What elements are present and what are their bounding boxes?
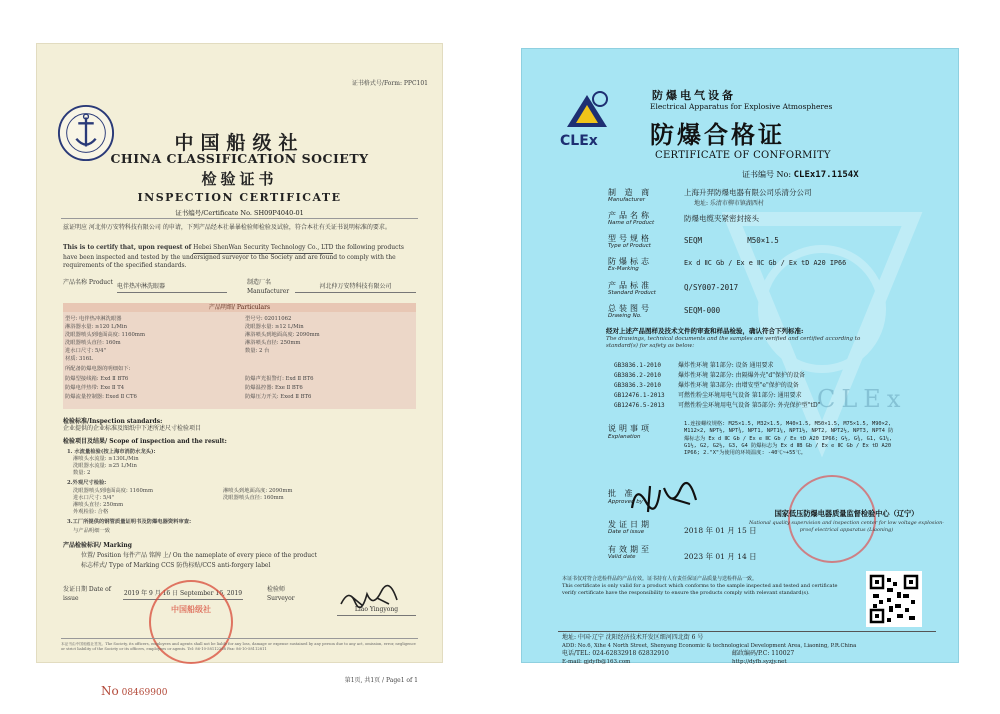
particulars-table — [63, 312, 416, 409]
postal-code: 邮政编码/P.C: 110027 — [732, 650, 795, 657]
issue-date-value: 2018 年 01 月 15 日 — [684, 526, 757, 535]
institute-name-cn: 国家低压防爆电器质量监督检验中心（辽宁） — [774, 509, 919, 518]
surveyor-signature-icon — [337, 584, 407, 612]
approved-label-en: Approved by — [608, 499, 643, 505]
certificate-number — [742, 169, 859, 180]
approver-signature-icon — [626, 478, 702, 516]
validity-note-en: This certificate is only valid for a product which conforms to the sample inspected and tested and certificate verify certificate have the responsibility to ensure the products comply with relevant standard(s). — [562, 582, 838, 596]
conformity-statement-cn: 经对上述产品图样及技术文件的审查和样品检验，确认符合下列标准: — [606, 327, 804, 335]
standards-text: 企业提供的企业标准及图纸中下述所述尺寸检验项目 — [63, 425, 202, 432]
applicant-name: Hebei ShenWan Security Technology Co., LTD — [193, 244, 333, 254]
certificate-title-en: CERTIFICATE OF CONFORMITY — [655, 150, 831, 161]
manufacturer-label: 制造厂名 Manufacturer — [247, 279, 290, 295]
intro-en-lead: This is to certify that, upon request of — [63, 244, 192, 251]
particular-item: 型号号: 02011062 — [245, 316, 292, 322]
standard-row — [614, 360, 774, 369]
watermark-letters: CLEx — [817, 385, 907, 413]
scope-line: 淋喷头到地面高度: 2090mm — [223, 488, 293, 494]
field-label: 产品标准 — [608, 281, 652, 290]
certificate-number: 证书编号/Certificate No. SH09P4040-01 — [175, 209, 304, 217]
manufacturer-value: 上海升羿防爆电器有限公司乐清分公司 — [684, 188, 812, 197]
validity-note — [562, 576, 852, 596]
society-name-en: CHINA CLASSIFICATION SOCIETY — [110, 151, 369, 166]
title-en: Electrical Apparatus for Explosive Atmospheres — [650, 102, 833, 111]
page-info: 第1页, 共1页 / Page1 of 1 — [344, 677, 418, 684]
intro-cn: 兹证明应 河北仲万安特科技有限公司 的申请，下列产品经本社暴暴检验师检验及试验，符合本社有关证书说明标准的要求。 — [63, 224, 391, 231]
particular-item: 防爆流量控制器: Exed Ⅱ CT6 — [65, 394, 137, 400]
issue-date-label: 发证日期 Date of issue — [63, 586, 111, 602]
title-cn: 防爆电气设备 — [652, 89, 736, 102]
standard-row — [614, 380, 799, 389]
scope-heading: 检验项目及结果/ Scope of inspection and the result: — [63, 438, 227, 445]
standard-code: GB12476.5-2013 — [614, 402, 665, 409]
marking-type: 标志样式/ Type of Marking CCS 防伪标贴/CCS anti-forgery label — [81, 562, 271, 569]
particular-item: 淋浴喷头直径: 250mm — [245, 340, 301, 346]
explanation-text: 1.连接螺纹规格: M25×1.5, M32×1.5, M40×1.5, M50×1.5, M75×1.5, M90×2, M112×2, NPT½, NPT¾, NPT1, NPT1¼, NPT1½, NPT2, NPT2½, NPT3, NPT4 防爆标志为 Ex d ⅡC Gb / Ex e ⅡC Gb / Ex tD A20 IP66; G½, G¾, G1, G1¼, G1½, G2, G2½, G3, G4 防爆标志为 Ex d ⅡB Gb / Ex e ⅡC Gb / Ex tD A20 IP66; 2."X"为使用的环境温度: -40℃~+55℃。 — [684, 421, 894, 457]
particulars-header: 产品明细/ Particulars — [63, 303, 416, 312]
intro-en — [63, 244, 416, 271]
field-label-en: Manufacturer — [608, 197, 645, 203]
standard-code: GB12476.1-2013 — [614, 392, 665, 399]
particular-item: 所配备防爆电器的明细如下: — [65, 366, 131, 372]
product-standard-value: Q/SY007-2017 — [684, 283, 739, 292]
standard-desc: 可燃性粉尘环境用电气设备 第1部分: 通用要求 — [678, 392, 802, 399]
divider — [61, 218, 418, 219]
field-label: 型号规格 — [608, 234, 652, 243]
particular-item: 材质: 316L — [65, 356, 93, 362]
surveyor-name: Liao Yingyong — [337, 606, 416, 616]
particular-item: 防爆电伴热带: Exe Ⅱ T4 — [65, 385, 125, 391]
seal-text: 中国船级社 — [171, 604, 211, 614]
issue-date-label: 发证日期 — [608, 520, 652, 529]
standard-row — [614, 370, 805, 379]
certificate-number-label: 证书编号 No: — [742, 170, 792, 179]
particular-item: 洗眼器喷头直径: 160m — [65, 340, 121, 346]
field-label-en: Drawing No. — [608, 313, 642, 319]
conformity-statement-en: The drawings, technical documents and the samples are verified and certified according to standard(s) for safety as below: — [606, 336, 861, 349]
product-label: 产品名称 Product — [63, 279, 113, 286]
scope-line: 1. 水流量检验(按上海市消防水龙头): — [67, 449, 156, 455]
field-label: 产品名称 — [608, 211, 652, 220]
standard-desc: 爆炸性环境 第1部分: 设备 通用要求 — [678, 362, 774, 369]
field-label-en: Name of Product — [608, 220, 655, 226]
marking-position: 位置/ Position 每件产品 铭牌 上/ On the nameplate of every piece of the product — [81, 552, 317, 559]
scope-line: 3.工厂所提供的钢管质量证明书及防爆电器资料审查: — [67, 519, 192, 525]
issue-date-label-en: Date of issue — [608, 529, 645, 535]
standard-code: GB3836.2-2010 — [614, 372, 661, 379]
product-name-value: 防爆电缆夹紧密封接头 — [684, 214, 759, 223]
address-cn: 地址: 中国·辽宁 沈阳经济技术开发区细河四北街 6 号 — [562, 634, 704, 641]
standard-row — [614, 400, 820, 409]
manufacturer-value: 河北仲万安特科技有限公司 — [295, 283, 416, 293]
qr-code-icon — [866, 571, 922, 627]
particular-item: 洗眼器水量: ≥12 L/Min — [245, 324, 304, 330]
institute-red-seal — [788, 475, 876, 563]
issue-date-value: 2019 年 9 月 16 日 September 16, 2019 — [123, 590, 243, 600]
marking-heading: 产品检验标识/ Marking — [63, 542, 132, 549]
particular-item: 淋浴器水量: ≥120 L/Min — [65, 324, 128, 330]
ex-marking-value: Ex d ⅡC Gb / Ex e ⅡC Gb / Ex tD A20 IP66 — [684, 259, 847, 267]
field-label-en: Ex-Marking — [608, 266, 639, 272]
scope-line: 洗眼器喷头到地面高度: 1160mm — [73, 488, 153, 494]
field-label: 总装图号 — [608, 304, 652, 313]
particular-item: 防爆压力开关: Exed Ⅱ BT6 — [245, 394, 312, 400]
footer-text: 本证书由中国船级社签发。The Society, its officers, employees and agents shall not be liable for any loss, damage or expense sustained by any person due to any act, omission, error, negligence or strict liability of the Society or its officers, employees or agents. Tel: 86-10-58112288 Fax: 86-10-58112811 — [61, 642, 416, 651]
particular-item: 淋浴喷头到地面高度: 2090mm — [245, 332, 320, 338]
certificate-title-en: INSPECTION CERTIFICATE — [137, 191, 342, 204]
standard-row — [614, 390, 802, 399]
address-en: ADD: No.6, Xihe 4 North Street, Shenyang Economic & technological Development Area, Liaoning, P.R.China — [562, 643, 857, 649]
standards-heading: 检验标准/Inspection standards: — [63, 418, 163, 425]
valid-date-label-en: Valid date — [608, 554, 636, 560]
product-value: 电伴热冲淋洗眼器 — [117, 283, 227, 293]
particular-item: 防爆温控器: Exe Ⅱ BT6 — [245, 385, 303, 391]
scope-line: 2.外观尺寸检验: — [67, 480, 107, 486]
product-type-value: SEQM M50×1.5 — [684, 236, 779, 245]
field-label: 制 造 商 — [608, 188, 653, 197]
scope-line: 进水口尺寸: 5/4" — [73, 495, 114, 501]
scope-line: 外观检验: 合格 — [73, 509, 109, 515]
valid-date-value: 2023 年 01 月 14 日 — [684, 552, 757, 561]
divider — [61, 638, 418, 639]
intro-en-body: the following products have been inspected and tested by the undersigned surveyor to the Society and are found to comply with the requirements of the specified standards. — [63, 244, 404, 269]
particular-item: 数量: 2 台 — [245, 348, 270, 354]
explanation-label-en: Explanation — [608, 434, 641, 440]
clex-logo-icon — [562, 87, 612, 137]
email: E-mail: gjdyfb@163.com — [562, 659, 631, 665]
scope-line: 洗眼器喷头直径: 160mm — [223, 495, 284, 501]
drawing-number-value: SEQM-000 — [684, 306, 721, 315]
field-label-en: Type of Product — [608, 243, 651, 249]
ccs-inspection-certificate — [36, 43, 443, 698]
surveyor-label: 检验师 Surveyor — [267, 586, 295, 602]
serial-number — [101, 684, 167, 698]
certificate-title-cn: 防爆合格证 — [650, 120, 785, 149]
scope-line: 淋喷头直径: 250mm — [73, 502, 124, 508]
certificate-number-value: CLEx17.1154X — [793, 170, 859, 180]
scope-line: 洗眼器水流量: ≥25 L/Min — [73, 463, 137, 469]
standard-code: GB3836.1-2010 — [614, 362, 661, 369]
field-label: 防爆标志 — [608, 257, 652, 266]
approved-label: 批 准 — [608, 489, 636, 498]
serial-digits: 08469900 — [121, 688, 168, 698]
certificate-title-cn: 检验证书 — [201, 170, 278, 188]
standard-desc: 爆炸性环境 第3部分: 由增安型"e"保护的设备 — [678, 382, 799, 389]
scope-line: 与产品明细一致 — [73, 528, 111, 534]
clex-certificate-of-conformity — [521, 48, 959, 663]
website-link[interactable]: http://dyfb.syzjy.net — [732, 659, 787, 665]
scope-line: 淋喷头水流量: ≥130L/Min — [73, 456, 139, 462]
validity-note-cn: 本证书仅对符合送检样品的产品有效。证书持有人有责任保证产品质量与送检样品一致。 — [562, 576, 758, 582]
manufacturer-address: 地址: 乐清市柳市镇湖西村 — [694, 200, 764, 207]
standard-desc: 爆炸性环境 第2部分: 由隔爆外壳"d"保护的设备 — [678, 372, 806, 379]
institute-name-en: National quality supervision and inspection center for low voltage explosion-proof electrical apparatus (Liaoning) — [749, 520, 944, 533]
particular-item: 进水口尺寸: 5/4" — [65, 348, 106, 354]
particular-item: 型号: 电伴热冲淋洗眼器 — [65, 316, 122, 322]
particular-item: 洗眼器喷头到地面高度: 1160mm — [65, 332, 145, 338]
explanation-label: 说明事项 — [608, 424, 652, 433]
valid-date-label: 有效期至 — [608, 545, 652, 554]
standard-desc: 可燃性粉尘环境用电气设备 第5部分: 外壳保护型"tD" — [678, 402, 821, 409]
standard-code: GB3836.3-2010 — [614, 382, 661, 389]
clex-logo-text: CLEx — [560, 133, 598, 149]
telephone: 电话/TEL: 024-62832918 62832910 — [562, 650, 669, 657]
particular-item: 防爆型接线箱: Exd Ⅱ BT6 — [65, 376, 129, 382]
particular-item: 防爆声光报警灯: Exd Ⅱ BT6 — [245, 376, 314, 382]
society-name-cn: 中国船级社 — [174, 132, 305, 154]
form-number: 证书格式号/Form: PPC101 — [351, 80, 428, 87]
serial-prefix: No — [101, 684, 119, 698]
field-label-en: Standard Product — [608, 290, 656, 296]
scope-line: 数量: 2 — [73, 470, 91, 476]
divider — [558, 631, 936, 632]
